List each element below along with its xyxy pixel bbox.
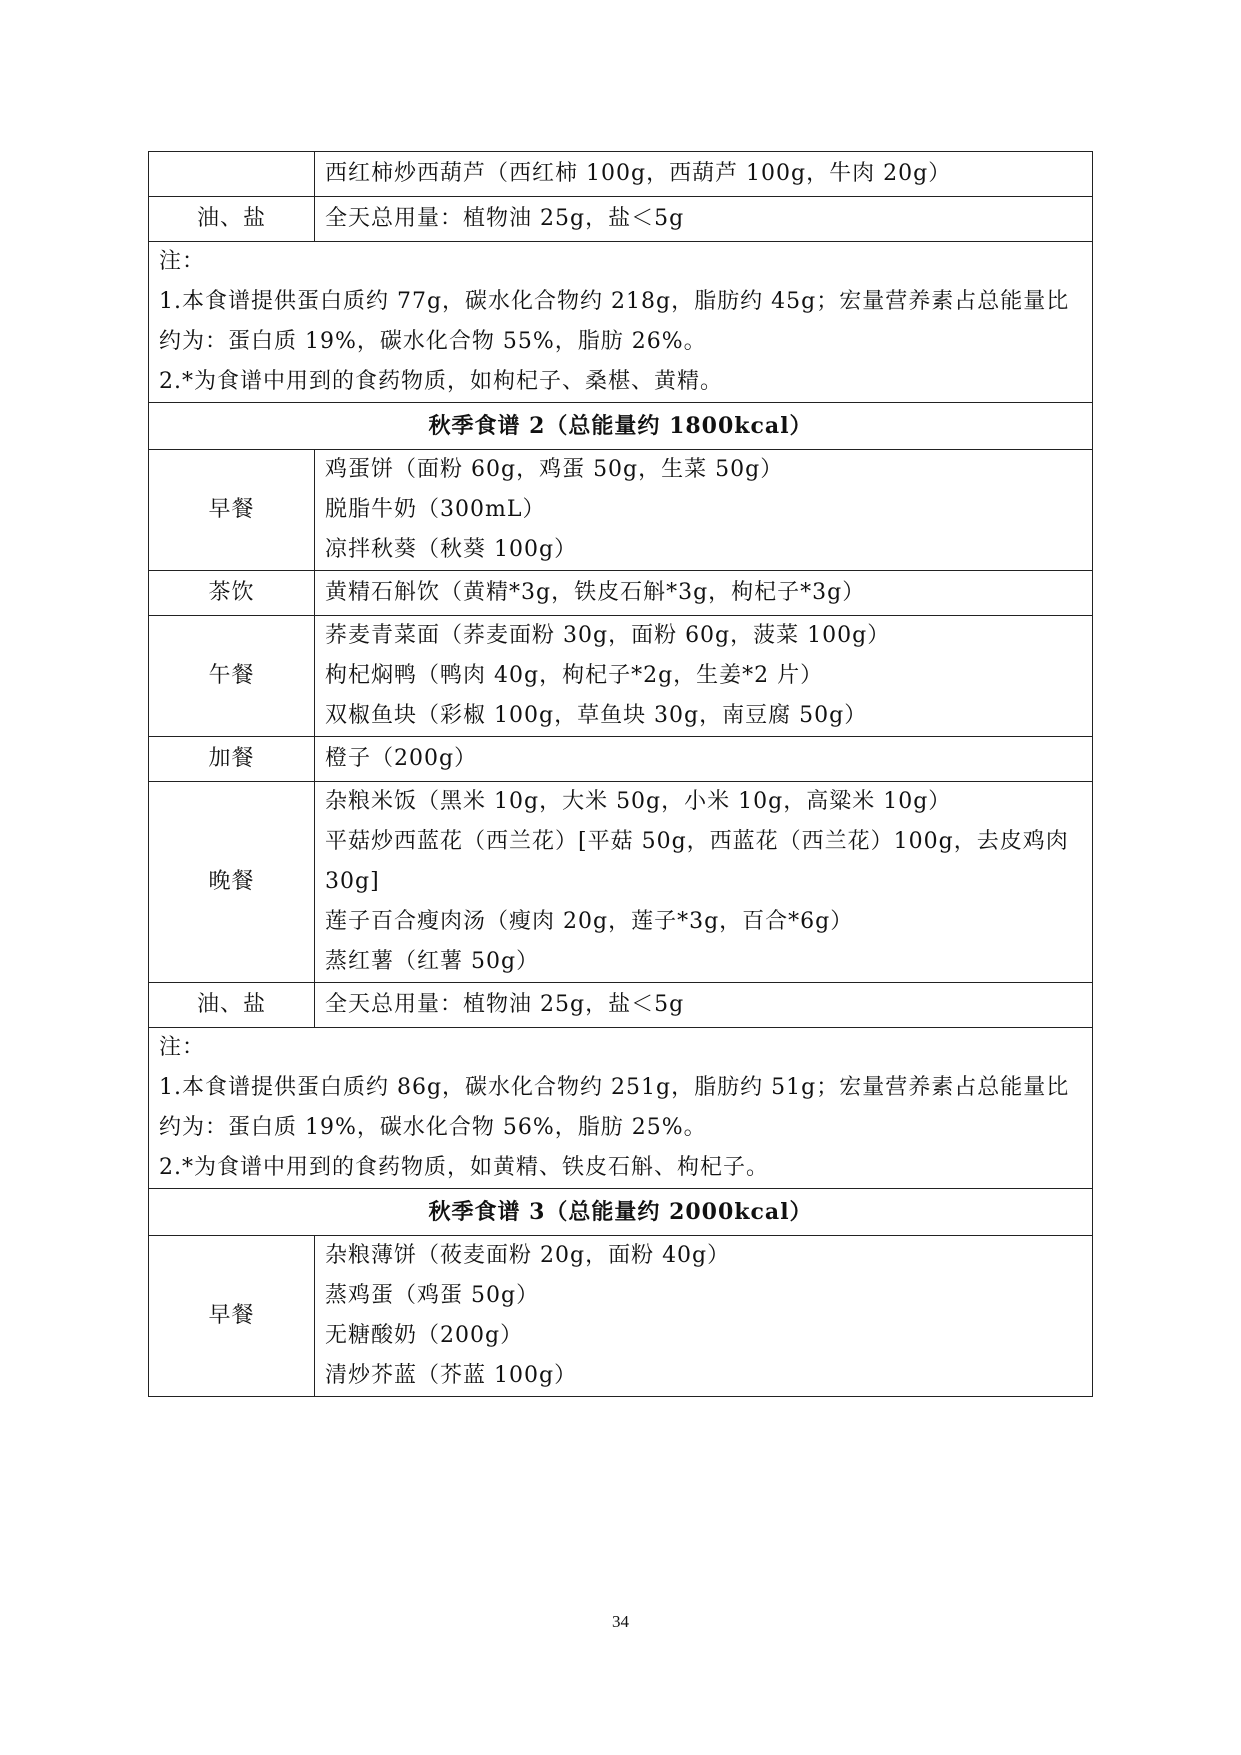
menu-title-row bbox=[149, 1189, 1093, 1236]
dish-item: 鸡蛋饼（面粉 60g，鸡蛋 50g，生菜 50g） bbox=[325, 457, 784, 482]
meal-row bbox=[149, 1236, 1093, 1397]
dish-item: 脱脂牛奶（300mL） bbox=[325, 497, 546, 522]
menu-title-row bbox=[149, 403, 1093, 450]
meal-name bbox=[149, 152, 315, 197]
meal-row bbox=[149, 450, 1093, 571]
dish-item: 平菇炒西蓝花（西兰花）[平菇 50g，西蓝花（西兰花）100g，去皮鸡肉 30g] bbox=[325, 829, 1069, 894]
meal-row bbox=[149, 737, 1093, 782]
meal-items bbox=[315, 1236, 1093, 1397]
meal-items bbox=[315, 983, 1093, 1028]
meal-items bbox=[315, 616, 1093, 737]
dish-item: 西红柿炒西葫芦（西红柿 100g，西葫芦 100g，牛肉 20g） bbox=[325, 161, 952, 186]
note-line: 1.本食谱提供蛋白质约 77g，碳水化合物约 218g，脂肪约 45g；宏量营养素占总能量比约为：蛋白质 19%，碳水化合物 55%，脂肪 26%。 bbox=[159, 289, 1070, 354]
meal-name: 加餐 bbox=[149, 737, 315, 782]
meal-items bbox=[315, 197, 1093, 242]
dish-item: 莲子百合瘦肉汤（瘦肉 20g，莲子*3g，百合*6g） bbox=[325, 909, 854, 934]
page-number: 34 bbox=[612, 1612, 629, 1631]
dish-item: 凉拌秋葵（秋葵 100g） bbox=[325, 537, 578, 562]
note-line: 2.*为食谱中用到的食药物质，如枸杞子、桑椹、黄精。 bbox=[159, 369, 723, 394]
meal-items bbox=[315, 571, 1093, 616]
meal-items bbox=[315, 152, 1093, 197]
recipe-table bbox=[148, 151, 1093, 1397]
meal-items bbox=[315, 737, 1093, 782]
meal-name: 午餐 bbox=[149, 616, 315, 737]
meal-row bbox=[149, 983, 1093, 1028]
menu-title: 秋季食谱 2（总能量约 1800kcal） bbox=[149, 403, 1093, 450]
meal-name: 早餐 bbox=[149, 1236, 315, 1397]
meal-row bbox=[149, 782, 1093, 983]
meal-name: 晚餐 bbox=[149, 782, 315, 983]
meal-name: 早餐 bbox=[149, 450, 315, 571]
note-cell bbox=[149, 1028, 1093, 1189]
note-line: 2.*为食谱中用到的食药物质，如黄精、铁皮石斛、枸杞子。 bbox=[159, 1155, 769, 1180]
dish-item: 全天总用量：植物油 25g，盐＜5g bbox=[325, 206, 685, 231]
note-line: 1.本食谱提供蛋白质约 86g，碳水化合物约 251g，脂肪约 51g；宏量营养素占总能量比约为：蛋白质 19%，碳水化合物 56%，脂肪 25%。 bbox=[159, 1075, 1070, 1140]
dish-item: 杂粮米饭（黑米 10g，大米 50g，小米 10g，高粱米 10g） bbox=[325, 789, 952, 814]
note-line: 注： bbox=[159, 249, 206, 274]
dish-item: 蒸鸡蛋（鸡蛋 50g） bbox=[325, 1283, 540, 1308]
meal-row bbox=[149, 197, 1093, 242]
meal-name: 油、盐 bbox=[149, 197, 315, 242]
note-line: 注： bbox=[159, 1035, 206, 1060]
dish-item: 蒸红薯（红薯 50g） bbox=[325, 949, 540, 974]
meal-row bbox=[149, 152, 1093, 197]
dish-item: 双椒鱼块（彩椒 100g，草鱼块 30g，南豆腐 50g） bbox=[325, 703, 868, 728]
dish-item: 清炒芥蓝（芥蓝 100g） bbox=[325, 1363, 578, 1388]
note-row bbox=[149, 242, 1093, 403]
dish-item: 无糖酸奶（200g） bbox=[325, 1323, 524, 1348]
dish-item: 全天总用量：植物油 25g，盐＜5g bbox=[325, 992, 685, 1017]
meal-row bbox=[149, 616, 1093, 737]
meal-name: 油、盐 bbox=[149, 983, 315, 1028]
note-row bbox=[149, 1028, 1093, 1189]
meal-row bbox=[149, 571, 1093, 616]
dish-item: 杂粮薄饼（莜麦面粉 20g，面粉 40g） bbox=[325, 1243, 731, 1268]
dish-item: 枸杞焖鸭（鸭肉 40g，枸杞子*2g，生姜*2 片） bbox=[325, 663, 824, 688]
menu-title: 秋季食谱 3（总能量约 2000kcal） bbox=[149, 1189, 1093, 1236]
dish-item: 荞麦青菜面（荞麦面粉 30g，面粉 60g，菠菜 100g） bbox=[325, 623, 891, 648]
meal-items bbox=[315, 782, 1093, 983]
note-cell bbox=[149, 242, 1093, 403]
meal-name: 茶饮 bbox=[149, 571, 315, 616]
dish-item: 黄精石斛饮（黄精*3g，铁皮石斛*3g，枸杞子*3g） bbox=[325, 580, 866, 605]
dish-item: 橙子（200g） bbox=[325, 746, 478, 771]
meal-items bbox=[315, 450, 1093, 571]
